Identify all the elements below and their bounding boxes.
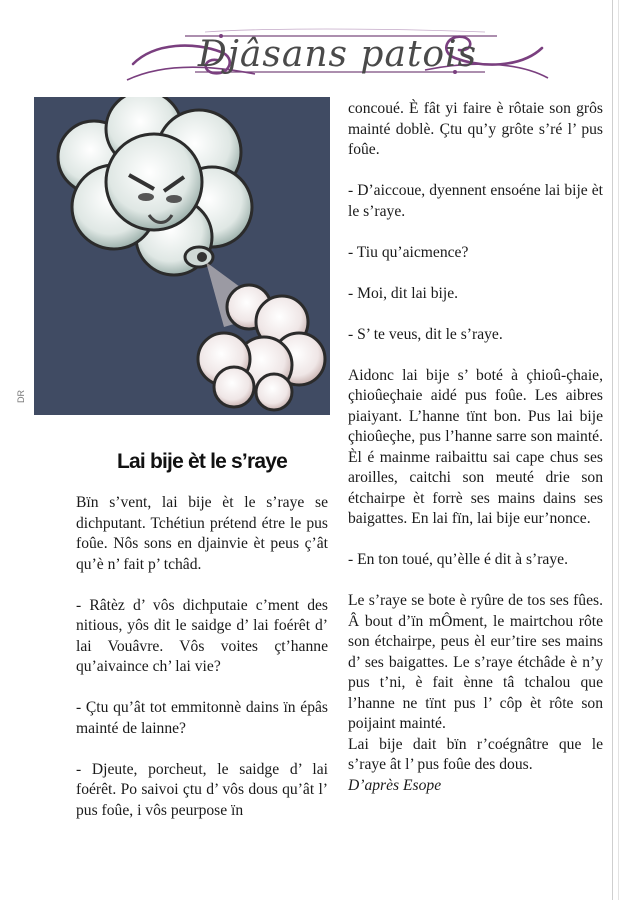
- paragraph: - D’aiccoue, dyennent ensoéne lai bije èt le s’raye.: [348, 182, 603, 220]
- photo-credit: DR: [16, 390, 26, 403]
- closing-paragraph: Lai bije dait bïn r’coégnâtre que le s’raye ât l’ pus foûe des dous.: [348, 735, 603, 773]
- cloud-blowing-wind-icon: [34, 97, 330, 415]
- paragraph: concoué. È fât yi faire è rôtaie son grôs mainté doblè. Çtu qu’y grôte s’ré l’ pus foûe.: [348, 100, 603, 158]
- story-title: Lai bije èt le s’raye: [117, 450, 287, 473]
- paragraph: - Râtèz d’ vôs dichputaie c’ment des nitious, yôs dit le saidge d’ lai foérêt d’ lai Vouâvre. Vôs voites çt’hanne qu’aivaince ch’ lai vie?: [76, 596, 328, 675]
- paragraph: - S’ te veus, dit le s’raye.: [348, 325, 503, 343]
- paragraph: - Çtu qu’ât tot emmitonnè dains ïn épâs mainté de lainne?: [76, 699, 328, 737]
- paragraph: Aidonc lai bije s’ boté à çhioû-çhaie, çhioûeçhaie aidé pus foûe. Les aibres piaiyant. L’hanne tïnt bon. Pus lai bije çhioûeçhe, pus l’hanne sarre son mainté. Èl é mainme raibaittu sai cape chus ses aroilles, caitchi son meuté drie son étchairpe èt forrè ses mains dains ses baigattes. En lai fïn, lai bije eur’nonce.: [348, 366, 603, 527]
- illustration: [34, 97, 330, 415]
- page-edge: [612, 0, 613, 900]
- paragraph: - En ton toué, qu’èlle é dit à s’raye.: [348, 551, 568, 568]
- paragraph: Le s’raye se bote è ryûre de tos ses fûes. Â bout d’ïn mÔment, le mairtchou rôte son étchairpe, peus èl eur’tire ses mains d’ ses baigattes. Le s’raye étchâde è n’y pus t’ni, è fait ènne tâ tchalou que l’hanne ne tïnt pus l’ côp èt rôte son poijaint mainté.: [348, 592, 603, 732]
- paragraph: - Djeute, porcheut, le saidge d’ lai foérêt. Po saivoi çtu d’ vôs dous qu’ât l’ pus foûe, i vôs peurpose ïn: [76, 760, 328, 819]
- attribution: D’après Esope: [348, 776, 442, 794]
- left-column: [76, 493, 328, 821]
- right-column: [348, 99, 603, 796]
- page-edge: [618, 0, 619, 900]
- header-title: Djâsans patois: [197, 34, 478, 75]
- paragraph: - Moi, dit lai bije.: [348, 284, 459, 302]
- paragraph: - Tiu qu’aicmence?: [348, 243, 469, 261]
- paragraph: Bïn s’vent, lai bije èt le s’raye se dichputant. Tchétiun prétend étre le pus foûe. Nôs sons en djainvie èt peus ç’ât qu’è n’ fait p’ tchâd.: [76, 494, 328, 573]
- section-header: [125, 18, 550, 90]
